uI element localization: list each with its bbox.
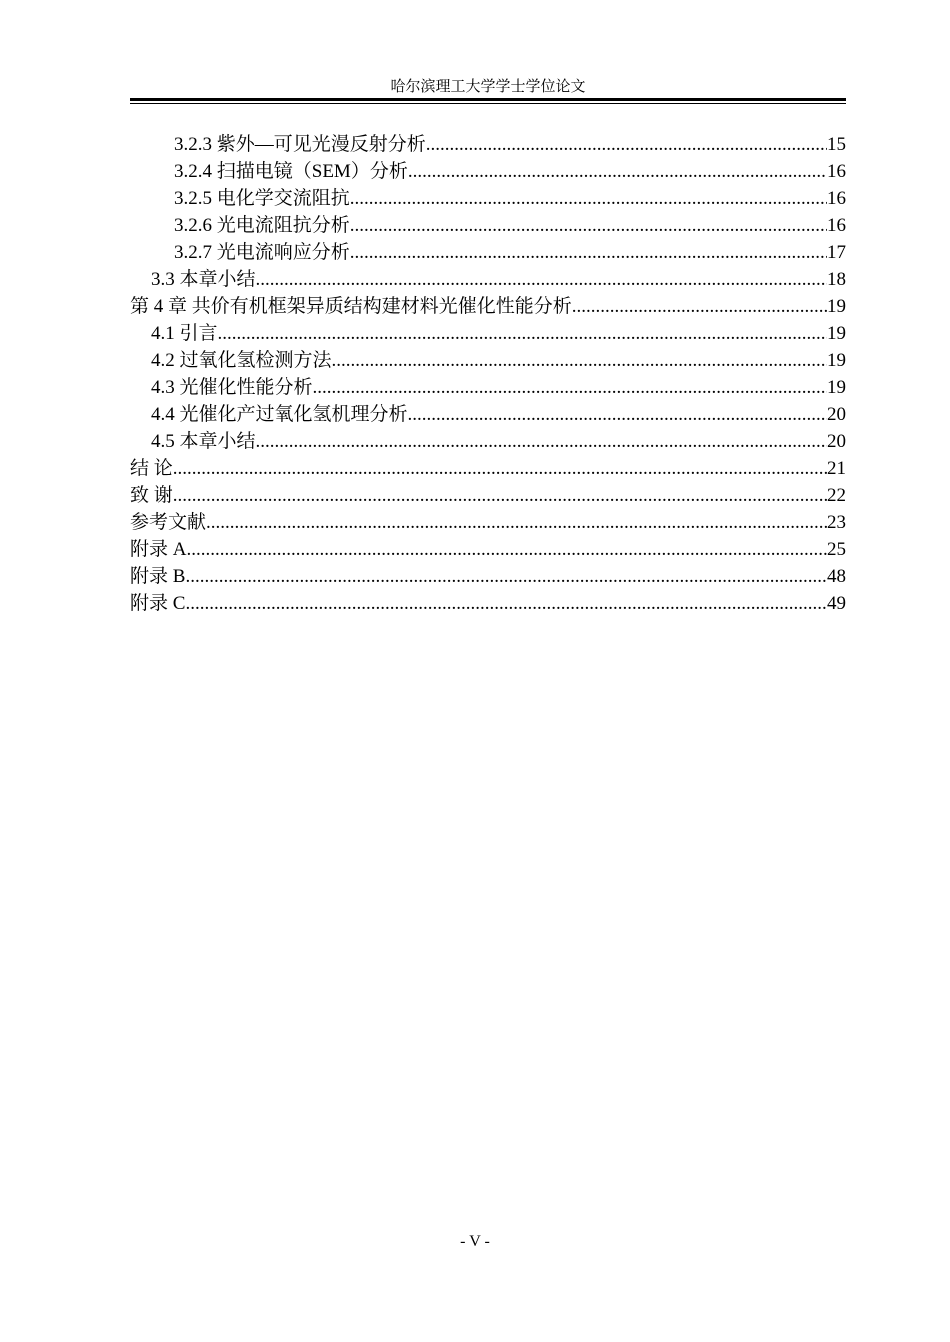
toc-entry-title: 第 4 章 共价有机框架异质结构建材料光催化性能分析 [130,296,572,317]
toc-dot-leader [313,374,827,401]
toc-entry[interactable] [130,239,846,266]
toc-entry[interactable] [130,509,846,536]
toc-dot-leader [350,212,827,239]
toc-dot-leader [186,536,827,563]
toc-entry-title: 4.3 光催化性能分析 [151,377,313,398]
toc-dot-leader [173,482,827,509]
toc-entry[interactable] [130,590,846,617]
toc-entry-page: 18 [827,269,846,290]
toc-entry-page: 19 [827,323,846,344]
toc-entry-title: 3.2.4 扫描电镜（SEM）分析 [174,161,408,182]
header-rule-thick [130,98,846,101]
toc-entry[interactable] [130,185,846,212]
toc-entry-page: 25 [827,539,846,560]
toc-dot-leader [206,509,827,536]
toc-entry-page: 22 [827,485,846,506]
toc-entry[interactable] [130,482,846,509]
toc-entry-title: 附录 A [130,539,187,560]
toc-dot-leader [256,428,827,455]
toc-entry-page: 17 [827,242,846,263]
toc-entry-title: 3.2.7 光电流响应分析 [174,242,350,263]
toc-entry-title: 3.3 本章小结 [151,269,256,290]
toc-entry-page: 49 [827,593,846,614]
toc-entry-page: 21 [827,458,846,479]
toc-entry-page: 16 [827,188,846,209]
toc-entry-page: 16 [827,215,846,236]
toc-entry[interactable] [130,212,846,239]
toc-dot-leader [408,158,827,185]
toc-entry-page: 23 [827,512,846,533]
toc-entry[interactable] [130,266,846,293]
toc-entry-title: 结 论 [130,458,173,479]
toc-dot-leader [350,185,827,212]
toc-entry-title: 4.2 过氧化氢检测方法 [151,350,332,371]
header-rule-thin [130,103,846,104]
toc-entry[interactable] [130,401,846,428]
page-number: - V - [460,1233,490,1250]
page-header: 哈尔滨理工大学学士学位论文 [390,79,586,95]
toc-entry-title: 附录 B [130,566,186,587]
toc-dot-leader [426,131,827,158]
toc-entry[interactable] [130,293,846,320]
toc-entry-page: 20 [827,404,846,425]
toc-entry-page: 16 [827,161,846,182]
toc-dot-leader [572,293,827,320]
toc-entry-page: 19 [827,350,846,371]
toc-entry[interactable] [130,158,846,185]
toc-dot-leader [256,266,827,293]
toc-entry-page: 15 [827,134,846,155]
toc-dot-leader [218,320,827,347]
toc-dot-leader [185,590,827,617]
toc-dot-leader [173,455,827,482]
toc-entry-title: 3.2.6 光电流阻抗分析 [174,215,350,236]
toc-entry-title: 附录 C [130,593,186,614]
toc-entry-title: 致 谢 [130,485,173,506]
toc-dot-leader [350,239,827,266]
toc-dot-leader [332,347,827,374]
toc-entry-title: 参考文献 [130,512,207,533]
toc-entry-page: 20 [827,431,846,452]
toc-entry[interactable] [130,320,846,347]
toc-entry-title: 4.1 引言 [151,323,218,344]
toc-entry[interactable] [130,563,846,590]
toc-entry[interactable] [130,374,846,401]
toc-entry-title: 3.2.3 紫外—可见光漫反射分析 [174,134,426,155]
toc-entry-title: 4.4 光催化产过氧化氢机理分析 [151,404,408,425]
toc-dot-leader [185,563,827,590]
toc-entry-title: 3.2.5 电化学交流阻抗 [174,188,350,209]
toc-entry-title: 4.5 本章小结 [151,431,256,452]
toc-entry-page: 48 [827,566,846,587]
toc-entry[interactable] [130,455,846,482]
toc-dot-leader [408,401,827,428]
toc-entry[interactable] [130,428,846,455]
toc-entry-page: 19 [827,377,846,398]
toc-entry[interactable] [130,131,846,158]
toc-entry[interactable] [130,347,846,374]
toc-entry-page: 19 [827,296,846,317]
toc-entry[interactable] [130,536,846,563]
table-of-contents [130,131,846,617]
